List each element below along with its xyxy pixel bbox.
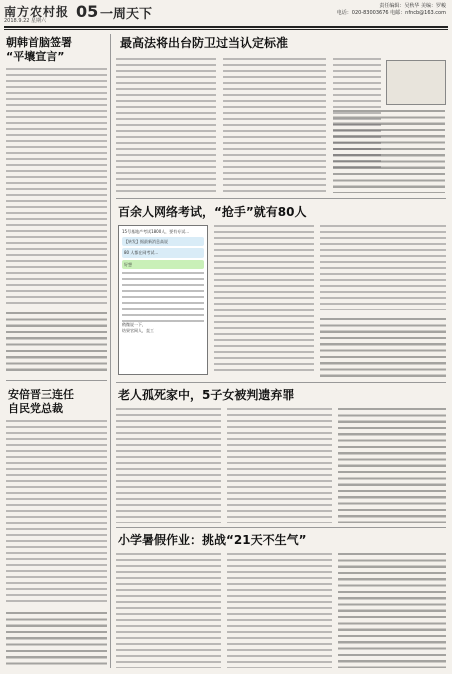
phone-message-1: 【转发】据最新消息高说 xyxy=(122,237,204,247)
elderly-divider xyxy=(116,527,446,528)
elderly-body-col2 xyxy=(227,408,332,523)
japan-headline-line2: 自民党总裁 xyxy=(8,402,63,415)
court-body-col2 xyxy=(223,58,326,193)
phone-footer-2: 结果官网人，直工 xyxy=(122,327,154,333)
summer-headline: 小学暑假作业：挑战“21天不生气” xyxy=(118,533,307,547)
exam-body-col2 xyxy=(320,225,446,310)
phone-footer-1: 稍微说一下， xyxy=(122,322,146,327)
exam-divider xyxy=(116,382,446,383)
exam-body-col1 xyxy=(214,225,314,375)
exam-headline: 百余人网络考试，“抢手”就有80人 xyxy=(118,205,307,219)
summer-body-col2 xyxy=(227,553,332,668)
phone-top-text: 15号基地产考试1800人，要有专试... xyxy=(122,229,190,234)
page-section-title: 一周天下 xyxy=(100,7,153,22)
editor-credit: 责任编辑：吴秋华 美编：罗峻 xyxy=(379,3,446,9)
court-headline: 最高法将出台防卫过当认定标准 xyxy=(120,36,289,50)
court-photo xyxy=(386,60,446,105)
court-divider xyxy=(116,198,446,199)
court-body-col1 xyxy=(116,58,216,193)
japan-headline-line1: 安倍晋三连任 xyxy=(8,388,74,401)
japan-commentary xyxy=(6,612,107,668)
elderly-headline: 老人孤死家中，5子女被判遗弃罪 xyxy=(118,388,295,402)
column-divider-left xyxy=(110,34,111,668)
header-rule xyxy=(4,26,448,28)
elderly-commentary xyxy=(338,408,446,523)
korea-body-text xyxy=(6,68,107,308)
japan-body-text xyxy=(6,420,107,605)
phone-message-2: 80 人都在网考试... xyxy=(122,248,204,258)
korea-headline-line1: 朝韩首脑签署 xyxy=(6,36,72,49)
korea-commentary xyxy=(6,312,107,372)
elderly-body-col1 xyxy=(116,408,221,523)
issue-date: 2018.9.22 星期六 xyxy=(4,18,47,24)
left-section-divider xyxy=(6,380,107,381)
phone-chat-lines xyxy=(122,272,204,322)
korea-headline xyxy=(6,36,106,64)
header-contact-block xyxy=(337,3,446,17)
summer-body-col1 xyxy=(116,553,221,668)
korea-headline-line2: “平壤宣言” xyxy=(6,50,65,63)
page-number: 05 xyxy=(76,2,99,21)
phone-message-green: 好想 xyxy=(122,260,204,270)
exam-commentary xyxy=(320,318,446,378)
header-rule-thin xyxy=(4,29,448,30)
japan-headline xyxy=(8,388,108,416)
contact-info: 电话：020-83003676 电邮：nfncb@163.com xyxy=(336,10,446,16)
summer-commentary xyxy=(338,553,446,668)
court-commentary xyxy=(333,110,445,193)
newspaper-logo: 南方农村报 xyxy=(4,5,70,19)
phone-screenshot xyxy=(118,225,208,375)
